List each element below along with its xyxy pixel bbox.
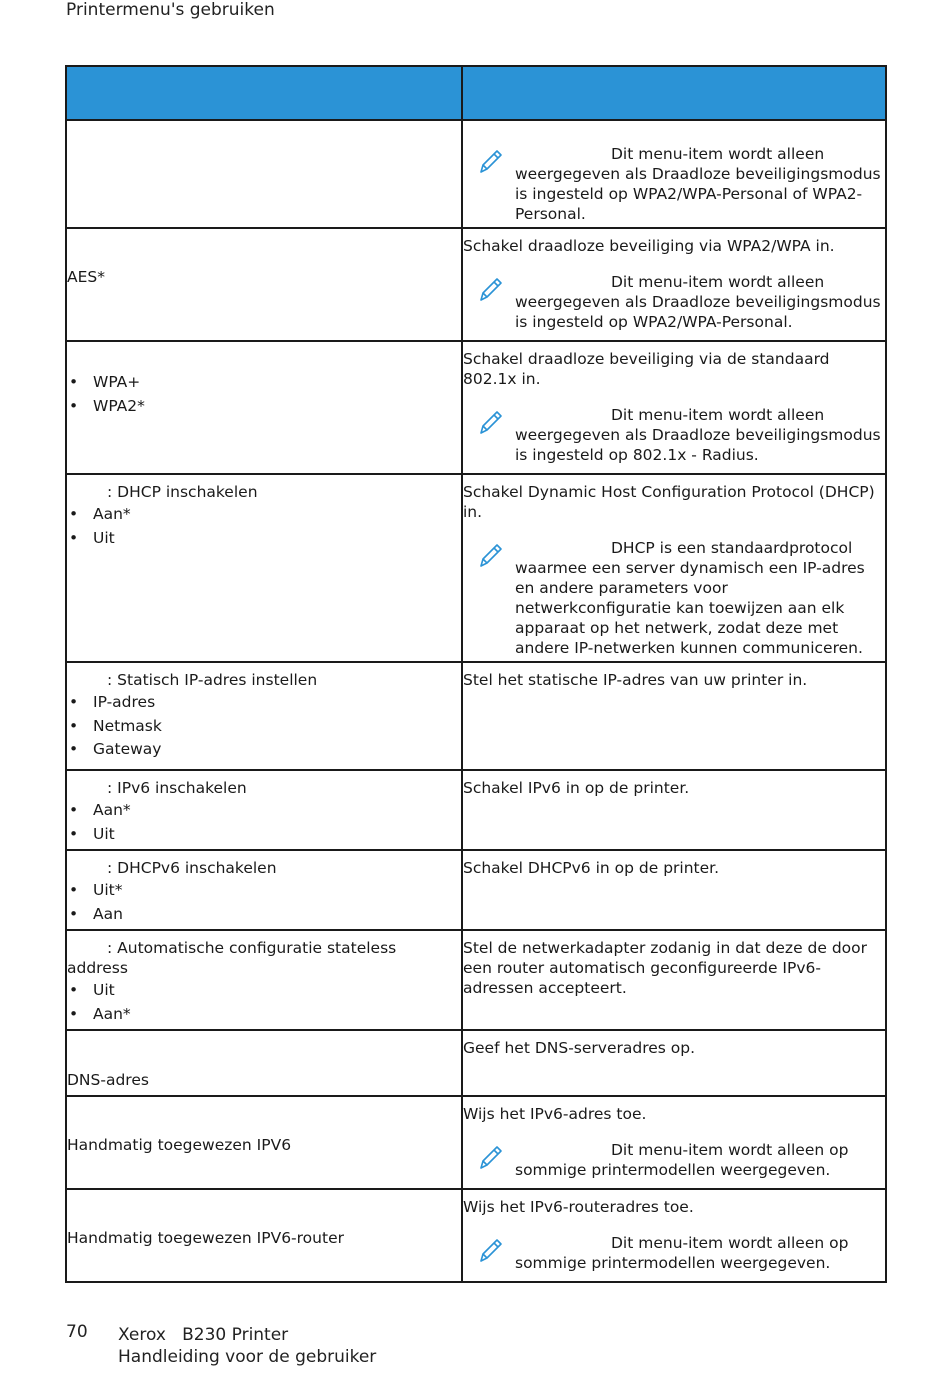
description-cell: [462, 1189, 886, 1282]
pencil-icon: [475, 146, 505, 176]
description-text: Stel de netwerkadapter zodanig in dat deze de door een router automatisch geconfigureerde IPv6-adressen accepteert.: [463, 939, 868, 997]
pencil-icon: [475, 540, 505, 570]
option-item: • Netmask: [67, 715, 461, 739]
header-cell-menu-item: [66, 66, 462, 120]
note: [463, 538, 885, 658]
menu-item-cell: [66, 120, 462, 228]
note-text: DHCP is een standaardprotocol waarmee een server dynamisch een IP-adres en andere parameters voor netwerkconfiguratie kan toewijzen aan elk apparaat op het netwerk, zodat deze met andere IP-netwerken kunnen communiceren.: [515, 539, 865, 657]
option-list: [67, 691, 461, 762]
note: [463, 144, 885, 224]
option-item: • Aan*: [67, 1003, 461, 1027]
table-row: [66, 228, 886, 341]
description-text: Stel het statische IP-adres van uw printer in.: [463, 671, 808, 689]
footer-title: [118, 1324, 376, 1368]
option-list: [67, 371, 461, 418]
option-list: [67, 979, 461, 1026]
description-text: Schakel draadloze beveiliging via WPA2/WPA in.: [463, 237, 835, 255]
option-item: • Uit: [67, 823, 461, 847]
menu-item-cell: [66, 1096, 462, 1189]
menu-item-title-text: : Automatische configuratie stateless address: [67, 939, 397, 977]
description-cell: [462, 662, 886, 770]
menu-item-label: AES*: [67, 268, 105, 286]
menu-item-cell: [66, 341, 462, 474]
option-item: • IP-adres: [67, 691, 461, 715]
description-cell: [462, 850, 886, 930]
table-row: [66, 120, 886, 228]
menu-item-label: DNS-adres: [67, 1071, 149, 1089]
table-row: [66, 1189, 886, 1282]
menu-item-title-text: : IPv6 inschakelen: [107, 779, 247, 797]
option-item: • WPA+: [67, 371, 461, 395]
note-text: Dit menu-item wordt alleen weergegeven als Draadloze beveiligingsmodus is ingesteld op 802.1x - Radius.: [515, 406, 881, 464]
option-list: [67, 503, 461, 550]
note-text: Dit menu-item wordt alleen weergegeven als Draadloze beveiligingsmodus is ingesteld op WPA2/WPA-Personal of WPA2-Personal.: [515, 145, 881, 223]
menu-item-cell: [66, 662, 462, 770]
option-item: • WPA2*: [67, 395, 461, 419]
table-row: [66, 662, 886, 770]
note-text: Dit menu-item wordt alleen op sommige printermodellen weergegeven.: [515, 1141, 849, 1179]
table-row: [66, 341, 886, 474]
menu-item-title-text: : DHCPv6 inschakelen: [107, 859, 277, 877]
table-row: [66, 930, 886, 1030]
description-text: Schakel IPv6 in op de printer.: [463, 779, 690, 797]
menu-table: [65, 65, 887, 1283]
menu-item-cell: [66, 1189, 462, 1282]
note-text: Dit menu-item wordt alleen op sommige printermodellen weergegeven.: [515, 1234, 849, 1272]
menu-item-cell: [66, 770, 462, 850]
description-cell: [462, 770, 886, 850]
menu-item-title: [67, 482, 461, 502]
menu-item-title-text: : DHCP inschakelen: [107, 483, 258, 501]
running-header: Printermenu's gebruiken: [66, 0, 275, 20]
description-text: Schakel draadloze beveiliging via de standaard 802.1x in.: [463, 350, 830, 388]
option-item: • Gateway: [67, 738, 461, 762]
option-item: • Uit*: [67, 879, 461, 903]
pencil-icon: [475, 407, 505, 437]
menu-item-label: Handmatig toegewezen IPV6-router: [67, 1229, 344, 1247]
menu-item-label: Handmatig toegewezen IPV6: [67, 1136, 292, 1154]
description-cell: [462, 341, 886, 474]
description-cell: [462, 228, 886, 341]
menu-item-title: [67, 670, 461, 690]
menu-item-title-text: : Statisch IP-adres instellen: [107, 671, 318, 689]
menu-item-cell: [66, 1030, 462, 1096]
menu-item-cell: [66, 930, 462, 1030]
option-item: • Aan*: [67, 799, 461, 823]
table-row: [66, 474, 886, 662]
footer-guide: Handleiding voor de gebruiker: [118, 1347, 377, 1367]
description-text: Geef het DNS-serveradres op.: [463, 1039, 696, 1057]
pencil-icon: [475, 1142, 505, 1172]
description-text: Schakel DHCPv6 in op de printer.: [463, 859, 720, 877]
pencil-icon: [475, 1235, 505, 1265]
option-list: [67, 879, 461, 926]
option-list: [67, 799, 461, 846]
footer-product: Xerox B230 Printer: [118, 1325, 289, 1345]
note: [463, 1233, 885, 1273]
option-item: • Aan*: [67, 503, 461, 527]
description-cell: [462, 474, 886, 662]
option-item: • Uit: [67, 979, 461, 1003]
description-text: Wijs het IPv6-adres toe.: [463, 1105, 647, 1123]
pencil-icon: [475, 274, 505, 304]
note: [463, 272, 885, 332]
description-cell: [462, 930, 886, 1030]
menu-item-title: [67, 938, 461, 978]
menu-item-cell: [66, 850, 462, 930]
menu-item-title: [67, 778, 461, 798]
table-row: [66, 1096, 886, 1189]
note: [463, 405, 885, 465]
description-cell: [462, 1096, 886, 1189]
description-cell: [462, 120, 886, 228]
menu-item-cell: [66, 228, 462, 341]
table-row: [66, 850, 886, 930]
table-row: [66, 1030, 886, 1096]
page-number: 70: [66, 1322, 88, 1342]
description-cell: [462, 1030, 886, 1096]
header-cell-description: [462, 66, 886, 120]
table-header: [66, 66, 886, 120]
option-item: • Uit: [67, 527, 461, 551]
option-item: • Aan: [67, 903, 461, 927]
menu-item-title: [67, 858, 461, 878]
table-row: [66, 770, 886, 850]
description-text: Wijs het IPv6-routeradres toe.: [463, 1198, 694, 1216]
menu-item-cell: [66, 474, 462, 662]
note: [463, 1140, 885, 1180]
note-text: Dit menu-item wordt alleen weergegeven als Draadloze beveiligingsmodus is ingesteld op WPA2/WPA-Personal.: [515, 273, 881, 331]
description-text: Schakel Dynamic Host Configuration Protocol (DHCP) in.: [463, 483, 875, 521]
